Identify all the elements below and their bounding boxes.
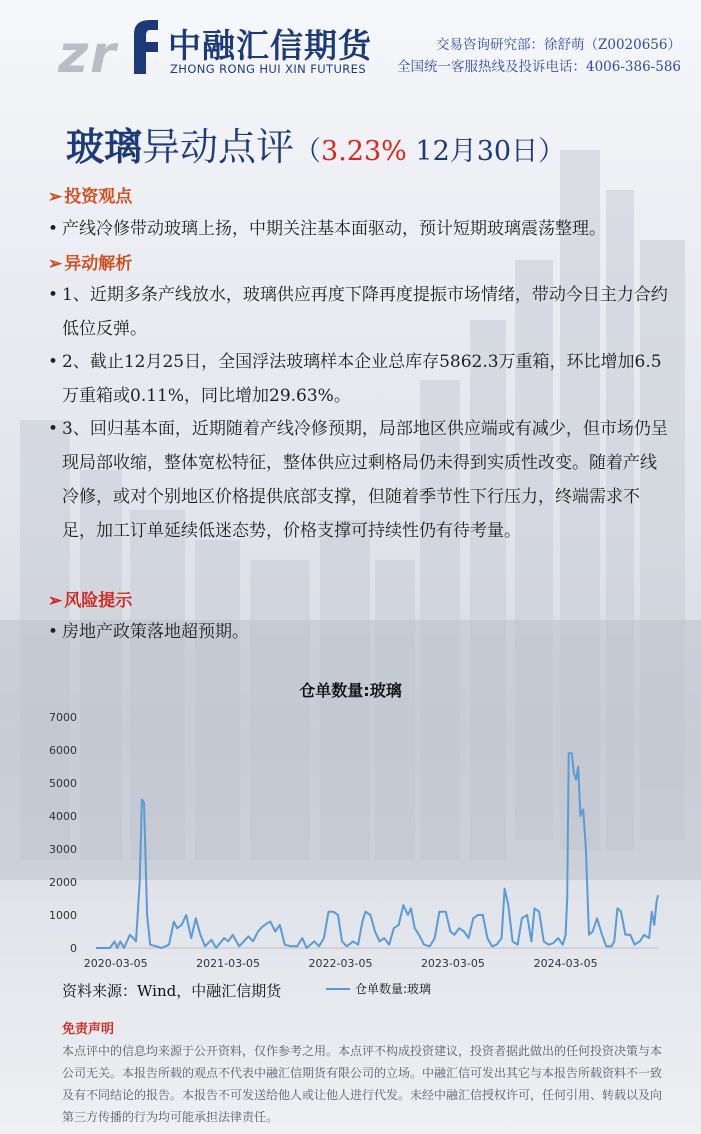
- y-tick-label: 6000: [49, 744, 77, 757]
- data-source: 资料来源：Wind，中融汇信期货: [62, 982, 282, 1000]
- list-item-text: 1、近期多条产线放水，玻璃供应再度下降再度提振市场情绪，带动今日主力合约低位反弹。: [62, 285, 668, 339]
- section-heading-risk-label: 风险提示: [64, 591, 133, 611]
- disclaimer-body: 本点评中的信息均来源于公开资料，仅作参考之用。本点评不构成投资建议，投资者据此做出的任何投资决策与本公司无关。本报告所载的观点不代表中融汇信期货有限公司的立场。中融汇信可发出其它与本报告所载资料不一致及有不同结论的报告。本报告不可发送给他人或让他人进行代发。未经中融汇信授权许可，任何引用、转载以及向第三方传播的行为均可能承担法律责任。: [62, 1044, 663, 1124]
- bullet-icon: •: [48, 219, 59, 239]
- svg-text:r: r: [90, 25, 116, 78]
- y-tick-label: 7000: [49, 711, 77, 724]
- chart-title: 仓单数量:玻璃: [299, 681, 402, 700]
- arrow-icon: ➢: [48, 254, 63, 274]
- legend-swatch: [326, 988, 350, 990]
- section-heading-analysis-label: 异动解析: [64, 254, 133, 274]
- bullet-icon: •: [48, 285, 59, 305]
- section-heading-view: [48, 182, 132, 207]
- section-heading-analysis: [48, 249, 132, 274]
- arrow-icon: ➢: [48, 591, 63, 611]
- y-tick-label: 2000: [49, 876, 77, 889]
- svg-text:z: z: [58, 25, 89, 78]
- x-tick-label: 2023-03-05: [420, 957, 485, 970]
- section-heading-risk: [48, 586, 132, 611]
- title-open-paren: （: [294, 136, 322, 167]
- bullet-icon: •: [48, 419, 59, 439]
- title-change-percent: 3.23%: [321, 136, 407, 167]
- section-heading-view-label: 投资观点: [64, 187, 133, 207]
- y-tick-label: 1000: [49, 909, 77, 922]
- list-item: [48, 345, 668, 413]
- list-item-text: 产线冷修带动玻璃上扬，中期关注基本面驱动，预计短期玻璃震荡整理。: [62, 219, 606, 239]
- list-item: [48, 615, 668, 649]
- list-item: [48, 278, 668, 346]
- y-tick-label: 3000: [49, 843, 77, 856]
- y-tick-label: 5000: [49, 777, 77, 790]
- legend-label: 仓单数量:玻璃: [355, 982, 432, 996]
- bullet-icon: •: [48, 622, 59, 642]
- list-item-text: 2、截止12月25日，全国浮法玻璃样本企业总库存5862.3万重箱，环比增加6.5万重箱或0.11%，同比增加29.63%。: [62, 352, 662, 406]
- warehouse-receipts-chart: [0, 700, 701, 975]
- disclaimer-heading: 免责声明: [62, 1022, 115, 1037]
- arrow-icon: ➢: [48, 187, 63, 207]
- company-name-cn: 中融汇信期货: [168, 26, 372, 65]
- contact-analyst: 交易咨询研究部：徐舒萌（Z0020656）: [435, 37, 681, 53]
- contact-info: [397, 34, 681, 78]
- company-name-en: ZHONG RONG HUI XIN FUTURES: [170, 62, 367, 76]
- list-item-text: 3、回归基本面，近期随着产线冷修预期，局部地区供应端或有减少，但市场仍呈现局部收缩，整体宽松特征，整体供应过剩格局仍未得到实质性改变。随着产线冷修，或对个别地区价格提供底部支撑，但随着季节性下行压力，终端需求不足，加工订单延续低迷态势，价格支撑可持续性仍有待考量。: [62, 419, 668, 541]
- list-item: [48, 212, 668, 246]
- company-logo-icon: [58, 14, 160, 78]
- title-type: 异动点评: [142, 125, 295, 169]
- list-item: [48, 412, 668, 548]
- y-tick-label: 4000: [49, 810, 77, 823]
- x-tick-label: 2022-03-05: [308, 957, 373, 970]
- title-date: 12月30日）: [406, 136, 566, 167]
- y-tick-label: 0: [70, 942, 77, 955]
- x-tick-label: 2020-03-05: [83, 957, 148, 970]
- title-product: 玻璃: [66, 124, 143, 169]
- contact-hotline: 全国统一客服热线及投诉电话：4006-386-586: [396, 59, 681, 75]
- x-tick-label: 2024-03-05: [533, 957, 598, 970]
- report-title: [66, 116, 565, 171]
- chart-legend: [326, 980, 431, 997]
- series-line: [96, 753, 658, 948]
- bullet-icon: •: [48, 352, 59, 372]
- x-tick-label: 2021-03-05: [196, 957, 261, 970]
- list-item-text: 房地产政策落地超预期。: [62, 622, 249, 642]
